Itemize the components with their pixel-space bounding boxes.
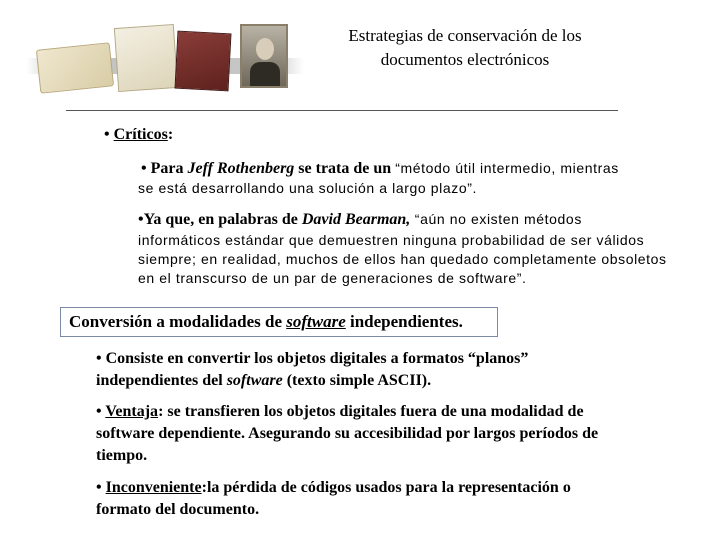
bearman-quote-line-4: en el transcurso de un par de generaciones de software”. — [138, 270, 527, 286]
inconveniente-line-1: • Inconveniente:la pérdida de códigos usados para la representación o — [96, 479, 571, 496]
scroll-image — [36, 42, 114, 93]
bearman-name: David Bearman, — [301, 211, 411, 228]
title-line-1: Estrategias de conservación de los — [348, 26, 582, 45]
bearman-quote-line-3: siempre; en realidad, muchos de ellos han quedado completamente obsoletos — [138, 251, 667, 267]
criticos-label: Críticos — [113, 126, 168, 143]
rothenberg-quote-line-2: se está desarrollando una solución a largo plazo”. — [138, 180, 477, 196]
bearman-paragraph: •Ya que, en palabras de David Bearman, “aún no existen métodos — [138, 211, 582, 228]
inconveniente-line-2: formato del documento. — [96, 501, 260, 518]
bearman-quote-line-2: informáticos estándar que demuestren ninguna probabilidad de ser válidos — [138, 232, 645, 248]
conversion-heading-box: Conversión a modalidades de software independientes. — [60, 307, 498, 337]
rothenberg-name: Jeff Rothenberg — [187, 160, 295, 177]
rothenberg-paragraph: • Para Jeff Rothenberg se trata de un “método útil intermedio, mientras — [141, 160, 619, 177]
ventaja-line-2: software dependiente. Asegurando su accesibilidad por largos períodos de — [96, 425, 599, 442]
red-book-image — [175, 31, 232, 92]
title-line-2: documentos electrónicos — [380, 50, 550, 69]
criticos-heading: • Críticos: — [104, 126, 174, 143]
portrait-image — [240, 24, 288, 88]
consiste-line-1: • Consiste en convertir los objetos digitales a formatos “planos” — [96, 350, 529, 367]
software-term: software — [286, 312, 346, 331]
book-image — [114, 24, 178, 92]
ventaja-line-1: • Ventaja: se transfieren los objetos digitales fuera de una modalidad de — [96, 403, 584, 420]
header-illustration — [26, 22, 304, 102]
ventaja-label: Ventaja — [105, 403, 159, 420]
page-title — [312, 24, 618, 72]
inconveniente-label: Inconveniente — [105, 479, 202, 496]
consiste-line-2: independientes del software (texto simple ASCII). — [96, 372, 432, 389]
title-divider — [66, 110, 618, 111]
ventaja-line-3: tiempo. — [96, 447, 148, 464]
